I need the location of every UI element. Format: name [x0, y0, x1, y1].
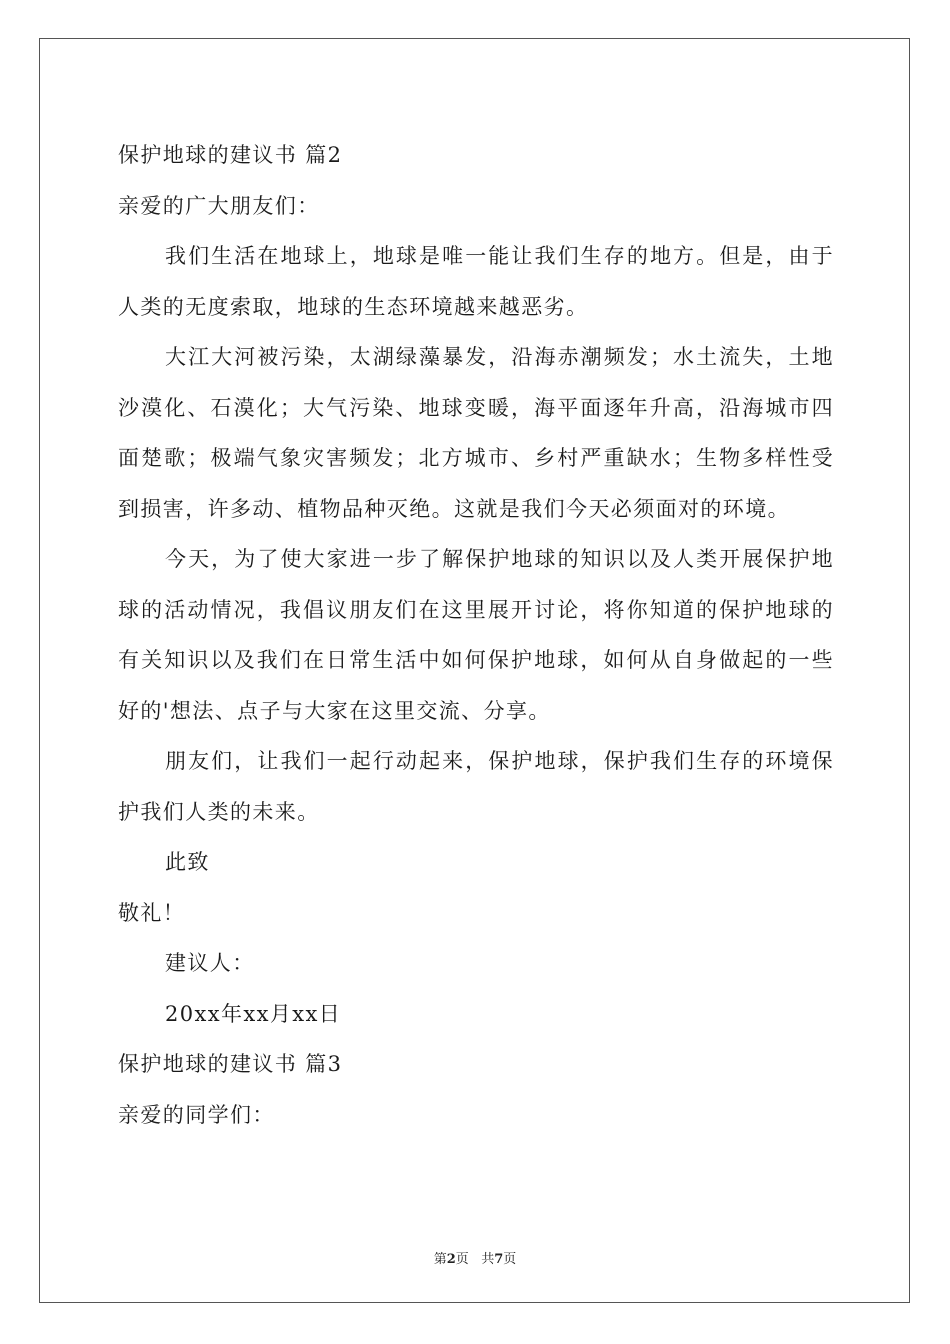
date-line: 20xx年xx月xx日 [165, 1001, 342, 1026]
body-paragraph: 大江大河被污染，太湖绿藻暴发，沿海赤潮频发；水土流失，土地沙漠化、石漠化；大气污染、地球变暖，海平面逐年升高，沿海城市四面楚歌；极端气象灾害频发；北方城市、乡村严重缺水；生物多样性受到损害，许多动、植物品种灭绝。这就是我们今天必须面对的环境。 [118, 345, 834, 521]
footer-page-prefix: 第 [433, 1252, 447, 1267]
salutation: 亲爱的同学们： [118, 1102, 275, 1127]
page-footer [0, 1248, 950, 1267]
footer-total-unit: 页 [503, 1252, 517, 1267]
closing-phrase: 此致 [165, 850, 210, 874]
body-paragraph: 我们生活在地球上，地球是唯一能让我们生存的地方。但是，由于人类的无度索取，地球的生态环境越来越恶劣。 [118, 244, 834, 319]
signer-label: 建议人： [165, 951, 255, 975]
section-heading: 保护地球的建议书 篇2 [118, 143, 343, 167]
body-paragraph: 朋友们，让我们一起行动起来，保护地球，保护我们生存的环境保护我们人类的未来。 [118, 749, 834, 824]
footer-total-pages: 7 [494, 1252, 504, 1267]
footer-page-number: 2 [446, 1252, 456, 1267]
salutation: 亲爱的广大朋友们： [118, 193, 320, 218]
document-body [118, 130, 834, 1140]
section-heading: 保护地球的建议书 篇3 [118, 1052, 343, 1076]
footer-page-unit: 页 [455, 1252, 469, 1267]
footer-total-prefix: 共 [481, 1252, 495, 1267]
closing-salute: 敬礼！ [118, 900, 186, 925]
body-paragraph: 今天，为了使大家进一步了解保护地球的知识以及人类开展保护地球的活动情况，我倡议朋友们在这里展开讨论，将你知道的保护地球的有关知识以及我们在日常生活中如何保护地球，如何从自身做起的一些好的'想法、点子与大家在这里交流、分享。 [118, 547, 834, 723]
